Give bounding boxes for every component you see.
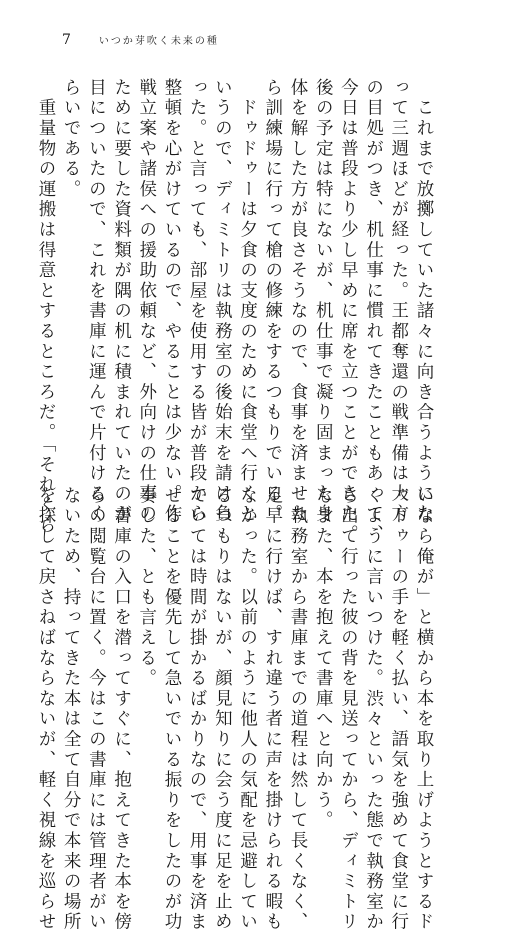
text-line: いなら俺が」と横から本を取り上げようとするド (414, 486, 434, 933)
text-line: ら出て行った彼の背を見送ってから、ディミトリ (338, 486, 359, 933)
page-number: 7 (62, 32, 71, 48)
text-line: 後の予定は特にないが、机仕事で凝り固まった身 (313, 78, 334, 525)
text-line: 重量物の運搬は得意とするところだ。「それくら (35, 78, 56, 537)
text-line: ないため、持ってきた本は全て自分で本来の場所 (61, 486, 82, 933)
text-line: の目処がつき、机仕事に慣れてきたこともあって、 (363, 78, 384, 545)
text-line: 奏した、とも言える。 (136, 486, 157, 689)
text-line: 戦立案や諸侯への援助依頼など、外向けの仕事の (136, 78, 157, 525)
text-line: らいである。 (61, 78, 82, 200)
text-line: 足早に行けば、すれ違う者に声を掛けられる暇も (262, 486, 283, 933)
text-line: ドゥドゥーは夕食の支度のために食堂へ行くと (237, 78, 258, 525)
text-line: いうので、ディミトリは執務室の後始末を請け負 (212, 78, 233, 525)
text-line: ていては時間が掛かるばかりなので、用事を済ま (187, 486, 208, 933)
text-line: もまた、本を抱えて書庫へと向かう。 (313, 486, 334, 832)
text-line: らの閲覧台に置く。今はこの書庫には管理者がい (86, 486, 107, 933)
text-line: 整頓を心がけているので、やることは少ない。作 (161, 78, 182, 525)
text-line: って三週ほどが経った。王都奪還の戦準備は大方 (388, 78, 409, 525)
text-line: ら訓練場に行って槍の修練をするつもりでいる。 (262, 78, 283, 525)
text-line: くように言いつけた。渋々といった態で執務室か (363, 486, 384, 933)
text-block-top (33, 78, 436, 545)
text-block-bottom (33, 486, 436, 933)
text-line: 体を解した方が良さそうなので、食事を済ませた (287, 78, 308, 525)
text-line: なかった。以前のように他人の気配を忌避してい (237, 486, 258, 933)
running-title: いつか芽吹く未来の種 (98, 36, 219, 47)
text-line: るつもりはないが、顔見知りに会う度に足を止め (212, 486, 233, 933)
text-line: を探して戻さねばならないが、軽く視線を巡らせ (35, 486, 56, 933)
text-line: 執務室から書庫までの道程は然して長くなく、 (287, 486, 308, 933)
text-line: 目についたので、これを書庫に運んで片付けるく (86, 78, 107, 525)
text-line: せることを優先して急いでいる振りをしたのが功 (161, 486, 182, 933)
text-line: 今日は普段より少し早めに席を立つことができた。 (338, 78, 359, 545)
text-line: ために要した資料類が隅の机に積まれていたのが (111, 78, 132, 525)
text-line: 書庫の入口を潜ってすぐに、抱えてきた本を傍 (111, 486, 132, 933)
text-line: った。と言っても、部屋を使用する皆が普段から (187, 78, 208, 525)
text-line: これまで放擲していた諸々に向き合うようにな (414, 78, 434, 525)
page-header (62, 32, 219, 48)
text-line: ゥドゥーの手を軽く払い、語気を強めて食堂に行 (388, 486, 409, 933)
